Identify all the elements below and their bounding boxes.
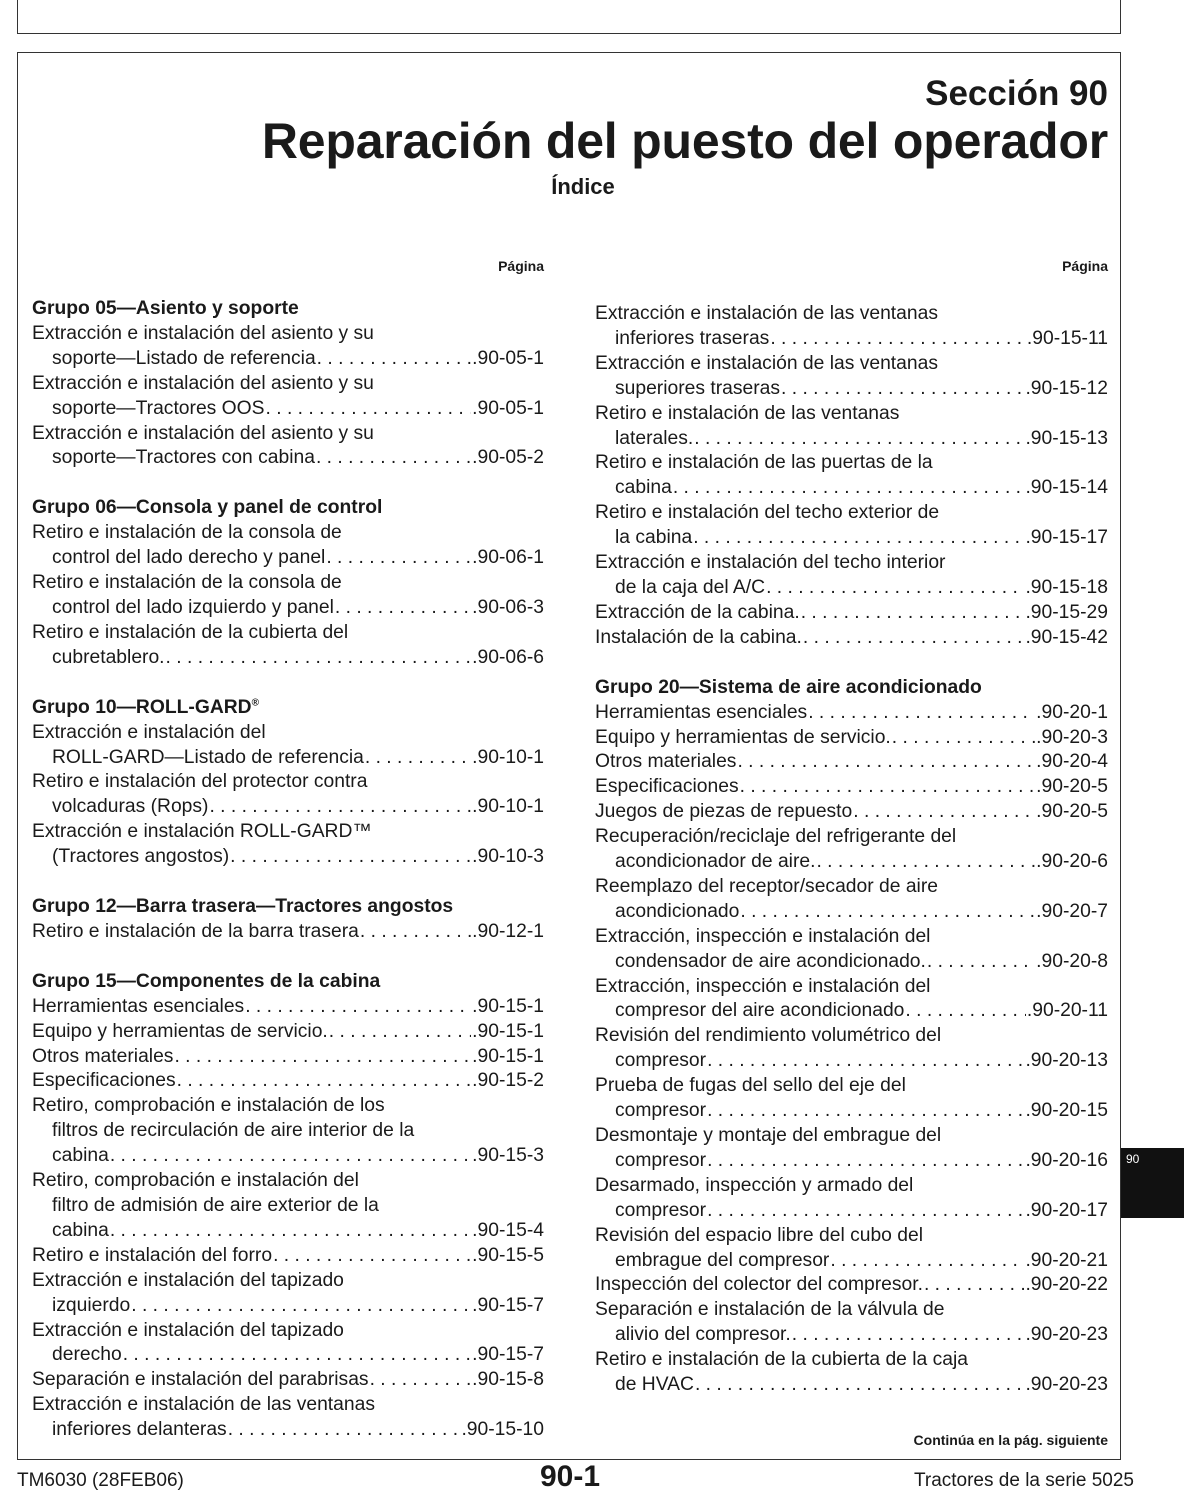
section-number: Sección 90 bbox=[925, 74, 1108, 113]
toc-entry-text: superiores traseras bbox=[615, 377, 781, 399]
toc-entry bbox=[32, 1244, 544, 1269]
toc-entry-line bbox=[595, 775, 1108, 800]
toc-entry-text: Retiro e instalación del techo exterior de bbox=[595, 502, 940, 524]
toc-entry-text: Especificaciones bbox=[32, 1070, 176, 1092]
toc-entry bbox=[595, 1224, 1108, 1274]
toc-entry bbox=[595, 701, 1108, 726]
right-page-column-header: Página bbox=[1062, 258, 1108, 274]
index-heading: Índice bbox=[551, 174, 615, 199]
toc-entry-text: soporte—Tractores OOS bbox=[52, 397, 265, 419]
toc-entry-text: la cabina bbox=[615, 527, 693, 549]
toc-entry-text: cabina bbox=[52, 1219, 109, 1241]
toc-group-title: Grupo 20—Sistema de aire acondicionado bbox=[595, 676, 982, 698]
toc-entry bbox=[32, 372, 544, 422]
toc-entry-text: Extracción e instalación ROLL-GARD™ bbox=[32, 821, 372, 843]
toc-entry-text: Instalación de la cabina. bbox=[595, 626, 802, 648]
toc-entry-text: izquierdo bbox=[52, 1294, 131, 1316]
toc-entry-line bbox=[595, 1149, 1108, 1174]
toc-group bbox=[32, 895, 544, 945]
toc-page-ref: .90-10-1 bbox=[472, 746, 544, 768]
toc-entry-line bbox=[595, 1049, 1108, 1074]
toc-entry bbox=[595, 750, 1108, 775]
toc-entry bbox=[595, 1074, 1108, 1124]
toc-entry bbox=[595, 1348, 1108, 1398]
toc-entry-line bbox=[32, 646, 544, 671]
toc-entry bbox=[32, 422, 544, 472]
toc-page-ref: .90-20-23 bbox=[1025, 1374, 1108, 1396]
toc-page-ref: .90-10-1 bbox=[472, 796, 544, 818]
toc-entry-text: condensador de aire acondicionado. bbox=[615, 950, 926, 972]
toc-entry-line bbox=[595, 1199, 1108, 1224]
toc-entry-text: soporte—Listado de referencia bbox=[52, 347, 316, 369]
toc-entry-text: Extracción e instalación del bbox=[32, 721, 266, 743]
dot-leader bbox=[131, 1294, 471, 1319]
toc-entry-text: Retiro e instalación del protector contra bbox=[32, 771, 368, 793]
toc-page-ref: .90-06-3 bbox=[472, 596, 544, 618]
toc-entry-line bbox=[595, 950, 1108, 975]
toc-entry bbox=[595, 726, 1108, 751]
dot-leader bbox=[228, 1418, 461, 1443]
toc-entry-text: inferiores delanteras bbox=[52, 1419, 227, 1441]
toc-entry-line bbox=[595, 576, 1108, 601]
toc-entry bbox=[595, 626, 1108, 651]
toc-entry-text: Equipo y herramientas de servicio. bbox=[32, 1020, 328, 1042]
toc-entry-text: Otros materiales bbox=[32, 1045, 174, 1067]
toc-entry bbox=[32, 521, 544, 571]
dot-leader bbox=[209, 795, 471, 820]
toc-entry bbox=[595, 601, 1108, 626]
toc-entry-text: Retiro e instalación de las puertas de la bbox=[595, 452, 933, 474]
dot-leader bbox=[370, 1368, 472, 1393]
toc-entry-text: de la caja del A/C bbox=[615, 576, 766, 598]
toc-page-ref: .90-05-1 bbox=[472, 397, 544, 419]
dot-leader bbox=[803, 626, 1025, 651]
section-tab bbox=[1121, 1148, 1184, 1218]
toc-entry-text: Reemplazo del receptor/secador de aire bbox=[595, 875, 938, 897]
toc-page-ref: .90-20-4 bbox=[1036, 751, 1108, 773]
dot-leader bbox=[694, 427, 1024, 452]
toc-page-ref: .90-20-21 bbox=[1025, 1249, 1108, 1271]
toc-entry-line bbox=[32, 347, 544, 372]
toc-entry-text: Extracción e instalación del techo interior bbox=[595, 552, 946, 574]
toc-entry-line bbox=[595, 850, 1108, 875]
toc-entry-line bbox=[595, 1323, 1108, 1348]
dot-leader bbox=[360, 920, 471, 945]
left-page-column-header: Página bbox=[498, 258, 544, 274]
toc-entry-text: Equipo y herramientas de servicio. bbox=[595, 726, 891, 748]
toc-entry-text: Separación e instalación de la válvula de bbox=[595, 1299, 945, 1321]
toc-entry-text: Retiro e instalación de la barra trasera bbox=[32, 920, 359, 942]
toc-entry-text: Retiro e instalación de la consola de bbox=[32, 522, 342, 544]
dot-leader bbox=[316, 446, 471, 471]
toc-entry bbox=[595, 825, 1108, 875]
toc-page-ref: .90-15-2 bbox=[472, 1070, 544, 1092]
dot-leader bbox=[166, 646, 472, 671]
toc-entry-line bbox=[32, 1219, 544, 1244]
toc-page-ref: .90-20-11 bbox=[1026, 1000, 1108, 1022]
dot-leader bbox=[707, 1149, 1024, 1174]
toc-entry-text: Desmontaje y montaje del embrague del bbox=[595, 1125, 942, 1146]
toc-group bbox=[595, 302, 1108, 651]
toc-entry-text: Retiro e instalación de la cubierta de la caja bbox=[595, 1349, 968, 1371]
toc-entry-line bbox=[32, 795, 544, 820]
toc-entry-text: Retiro e instalación de la consola de bbox=[32, 572, 342, 594]
toc-entry-line bbox=[595, 626, 1108, 651]
toc-entry bbox=[32, 1094, 544, 1169]
dot-leader bbox=[830, 1249, 1024, 1274]
toc-entry bbox=[32, 1020, 544, 1045]
toc-page-ref: .90-20-23 bbox=[1025, 1324, 1108, 1346]
toc-entry-line bbox=[595, 1249, 1108, 1274]
toc-entry-line bbox=[595, 476, 1108, 501]
toc-entry-text: Extracción e instalación del tapizado bbox=[32, 1319, 344, 1341]
toc-entry-line bbox=[595, 377, 1108, 402]
continued-note: Continúa en la pág. siguiente bbox=[913, 1432, 1108, 1448]
toc-page-ref: .90-15-13 bbox=[1025, 427, 1108, 449]
toc-entry-line bbox=[595, 701, 1108, 726]
toc-entry-line bbox=[32, 1144, 544, 1169]
toc-page-ref: .90-20-16 bbox=[1025, 1149, 1108, 1171]
toc-page-ref: .90-15-7 bbox=[472, 1344, 544, 1366]
toc-left-column bbox=[32, 297, 544, 1468]
dot-leader bbox=[927, 950, 1035, 975]
dot-leader bbox=[365, 746, 471, 771]
toc-page-ref: .90-15-1 bbox=[472, 995, 544, 1017]
dot-leader bbox=[177, 1069, 472, 1094]
dot-leader bbox=[770, 327, 1026, 352]
toc-page-ref: .90-20-22 bbox=[1025, 1274, 1108, 1296]
dot-leader bbox=[329, 1020, 471, 1045]
dot-leader bbox=[693, 526, 1024, 551]
toc-entry bbox=[32, 571, 544, 621]
toc-page-ref: .90-15-8 bbox=[472, 1369, 544, 1391]
toc-entry-line bbox=[595, 750, 1108, 775]
dot-leader bbox=[740, 775, 1036, 800]
toc-entry-line bbox=[32, 995, 544, 1020]
toc-entry-text: Extracción e instalación de las ventanas bbox=[595, 352, 938, 374]
toc-group-title: Grupo 10—ROLL-GARD® bbox=[32, 696, 259, 718]
toc-entry-line bbox=[595, 427, 1108, 452]
toc-entry bbox=[595, 775, 1108, 800]
toc-entry-text: Extracción, inspección e instalación del bbox=[595, 975, 931, 997]
toc-entry bbox=[595, 451, 1108, 501]
toc-entry-text: filtro de admisión de aire exterior de la bbox=[52, 1195, 379, 1216]
toc-entry bbox=[32, 1269, 544, 1319]
toc-entry-text: Revisión del rendimiento volumétrico del bbox=[595, 1025, 942, 1047]
toc-entry-text: cubretablero. bbox=[52, 646, 165, 668]
toc-page-ref: .90-20-8 bbox=[1036, 950, 1108, 972]
toc-entry-text: compresor bbox=[615, 1149, 707, 1171]
dot-leader bbox=[781, 377, 1024, 402]
toc-entry bbox=[595, 925, 1108, 975]
dot-leader bbox=[317, 347, 472, 372]
toc-page-ref: .90-15-42 bbox=[1025, 626, 1108, 648]
toc-entry-text: cabina bbox=[615, 477, 672, 499]
toc-entry-text: laterales. bbox=[615, 427, 694, 449]
dot-leader bbox=[123, 1343, 471, 1368]
toc-page-ref: .90-15-29 bbox=[1025, 601, 1108, 623]
dot-leader bbox=[707, 1199, 1024, 1224]
toc-page-ref: .90-20-1 bbox=[1036, 701, 1108, 723]
toc-entry bbox=[595, 302, 1108, 352]
toc-entry-text: inferiores traseras bbox=[615, 327, 770, 349]
dot-leader bbox=[110, 1144, 471, 1169]
toc-entry-text: Extracción de la cabina. bbox=[595, 601, 800, 623]
toc-entry-text: control del lado derecho y panel bbox=[52, 547, 326, 569]
toc-entry-text: Retiro e instalación de las ventanas bbox=[595, 402, 900, 424]
toc-entry-line bbox=[595, 900, 1108, 925]
toc-entry bbox=[595, 800, 1108, 825]
toc-page-ref: .90-15-12 bbox=[1025, 377, 1108, 399]
toc-entry-text: derecho bbox=[52, 1344, 122, 1366]
toc-entry bbox=[32, 1368, 544, 1393]
toc-page-ref: .90-15-4 bbox=[472, 1219, 544, 1241]
toc-entry-line bbox=[595, 800, 1108, 825]
toc-entry-text: alivio del compresor. bbox=[615, 1324, 791, 1346]
toc-entry-text: Herramientas esenciales bbox=[595, 701, 808, 723]
dot-leader bbox=[673, 476, 1025, 501]
toc-entry-text: Extracción, inspección e instalación del bbox=[595, 925, 931, 947]
toc-entry-text: compresor bbox=[615, 1199, 707, 1221]
toc-entry bbox=[32, 1169, 544, 1244]
dot-leader bbox=[245, 995, 471, 1020]
footer-series: Tractores de la serie 5025 bbox=[913, 1470, 1134, 1491]
toc-page-ref: .90-06-1 bbox=[472, 547, 544, 569]
dot-leader bbox=[892, 726, 1035, 751]
toc-entry-text: Retiro, comprobación e instalación del bbox=[32, 1170, 359, 1192]
toc-page-ref: .90-15-1 bbox=[472, 1020, 544, 1042]
toc-group bbox=[32, 297, 544, 471]
dot-leader bbox=[737, 750, 1035, 775]
toc-entry-text: compresor bbox=[615, 1100, 707, 1122]
toc-entry bbox=[32, 770, 544, 820]
toc-entry-line bbox=[32, 1244, 544, 1269]
toc-entry bbox=[595, 1273, 1108, 1298]
toc-page-ref: .90-10-3 bbox=[472, 846, 544, 868]
dot-leader bbox=[740, 900, 1035, 925]
toc-page-ref: .90-06-6 bbox=[472, 646, 544, 668]
toc-entry bbox=[32, 995, 544, 1020]
toc-entry-text: Retiro e instalación de la cubierta del bbox=[32, 621, 349, 643]
toc-entry-line bbox=[32, 920, 544, 945]
dot-leader bbox=[266, 397, 472, 422]
toc-right-column bbox=[595, 302, 1108, 1423]
toc-entry-line bbox=[595, 327, 1108, 352]
toc-page-ref: .90-15-17 bbox=[1025, 527, 1108, 549]
toc-page-ref: .90-20-15 bbox=[1025, 1100, 1108, 1122]
toc-entry-line bbox=[32, 1045, 544, 1070]
toc-page-ref: .90-12-1 bbox=[472, 920, 544, 942]
toc-entry bbox=[32, 322, 544, 372]
toc-entry-text: Especificaciones bbox=[595, 776, 739, 798]
footer-manual-id: TM6030 (28FEB06) bbox=[17, 1470, 184, 1491]
toc-entry-text: Inspección del colector del compresor. bbox=[595, 1274, 923, 1296]
toc-entry bbox=[32, 1393, 544, 1443]
dot-leader bbox=[110, 1219, 471, 1244]
toc-page-ref: .90-15-1 bbox=[472, 1045, 544, 1067]
toc-entry-text: embrague del compresor bbox=[615, 1249, 830, 1271]
toc-entry-text: volcaduras (Rops) bbox=[52, 796, 209, 818]
toc-entry bbox=[32, 920, 544, 945]
toc-page-ref: .90-15-14 bbox=[1025, 477, 1108, 499]
dot-leader bbox=[230, 845, 471, 870]
toc-entry-text: filtros de recirculación de aire interior de la bbox=[52, 1120, 415, 1142]
toc-entry-text: Extracción e instalación de las ventanas bbox=[595, 303, 938, 324]
toc-entry bbox=[595, 402, 1108, 452]
toc-entry-text: ROLL-GARD—Listado de referencia bbox=[52, 746, 364, 768]
section-title: Reparación del puesto del operador bbox=[261, 113, 1108, 169]
toc-entry-line bbox=[32, 596, 544, 621]
toc-page-ref: .90-15-5 bbox=[472, 1244, 544, 1266]
toc-entry-text: Separación e instalación del parabrisas bbox=[32, 1369, 369, 1391]
toc-entry bbox=[32, 621, 544, 671]
toc-page-ref: .90-05-2 bbox=[472, 447, 544, 469]
dot-leader bbox=[695, 1373, 1025, 1398]
toc-entry bbox=[595, 1298, 1108, 1348]
toc-entry bbox=[32, 1319, 544, 1369]
dot-leader bbox=[808, 701, 1035, 726]
toc-page-ref: .90-15-10 bbox=[461, 1419, 544, 1441]
toc-entry-text: Desarmado, inspección y armado del bbox=[595, 1174, 914, 1196]
toc-page-ref: .90-15-7 bbox=[472, 1294, 544, 1316]
toc-entry-text: soporte—Tractores con cabina bbox=[52, 447, 315, 469]
toc-entry-line bbox=[595, 999, 1108, 1024]
toc-entry-text: acondicionado bbox=[615, 900, 740, 922]
dot-leader bbox=[707, 1099, 1024, 1124]
toc-entry-text: Extracción e instalación del asiento y su bbox=[32, 372, 374, 394]
dot-leader bbox=[905, 999, 1026, 1024]
toc-entry bbox=[32, 1069, 544, 1094]
dot-leader bbox=[174, 1045, 471, 1070]
toc-entry-text: Juegos de piezas de repuesto bbox=[595, 801, 853, 823]
toc-page-ref: .90-20-6 bbox=[1036, 851, 1108, 873]
toc-group bbox=[32, 496, 544, 670]
toc-group bbox=[32, 970, 544, 1443]
toc-entry-text: de HVAC bbox=[615, 1374, 694, 1396]
toc-entry-line bbox=[595, 1273, 1108, 1298]
toc-entry bbox=[595, 975, 1108, 1025]
toc-entry-text: Retiro e instalación del forro bbox=[32, 1244, 273, 1266]
toc-page-ref: .90-20-5 bbox=[1036, 801, 1108, 823]
dot-leader bbox=[707, 1049, 1024, 1074]
toc-entry-text: (Tractores angostos) bbox=[52, 846, 230, 868]
toc-entry-line bbox=[595, 726, 1108, 751]
toc-entry-line bbox=[32, 1294, 544, 1319]
toc-entry-line bbox=[595, 601, 1108, 626]
toc-entry-line bbox=[32, 446, 544, 471]
footer-page-number: 90-1 bbox=[539, 1460, 601, 1493]
toc-entry-text: Extracción e instalación del tapizado bbox=[32, 1269, 344, 1291]
toc-entry-line bbox=[32, 1343, 544, 1368]
toc-entry bbox=[32, 1045, 544, 1070]
toc-entry-line bbox=[32, 397, 544, 422]
toc-entry-text: Prueba de fugas del sello del eje del bbox=[595, 1075, 906, 1097]
toc-entry-line bbox=[32, 1418, 544, 1443]
toc-entry bbox=[595, 501, 1108, 551]
toc-entry bbox=[32, 721, 544, 771]
toc-entry-line bbox=[32, 1020, 544, 1045]
dot-leader bbox=[326, 546, 471, 571]
toc-entry bbox=[595, 1124, 1108, 1174]
toc-page-ref: .90-15-11 bbox=[1026, 327, 1108, 349]
toc-entry-text: Herramientas esenciales bbox=[32, 995, 245, 1017]
toc-entry-text: cabina bbox=[52, 1145, 109, 1167]
toc-entry-line bbox=[32, 546, 544, 571]
toc-group bbox=[595, 676, 1108, 1398]
toc-page-ref: .90-15-18 bbox=[1025, 576, 1108, 598]
dot-leader bbox=[335, 596, 471, 621]
toc-entry-text: Extracción e instalación de las ventanas bbox=[32, 1394, 375, 1416]
dot-leader bbox=[816, 850, 1035, 875]
dot-leader bbox=[853, 800, 1035, 825]
toc-entry-line bbox=[595, 1099, 1108, 1124]
toc-group-title: Grupo 12—Barra trasera—Tractores angostos bbox=[32, 896, 454, 918]
toc-entry-text: Extracción e instalación del asiento y su bbox=[32, 322, 374, 344]
toc-entry-text: Otros materiales bbox=[595, 751, 737, 773]
toc-entry-line bbox=[595, 526, 1108, 551]
toc-group-title: Grupo 15—Componentes de la cabina bbox=[32, 970, 381, 992]
toc-entry bbox=[32, 820, 544, 870]
dot-leader bbox=[792, 1323, 1025, 1348]
toc-entry-text: compresor del aire acondicionado bbox=[615, 1000, 905, 1022]
toc-entry-text: acondicionador de aire. bbox=[615, 851, 816, 873]
top-frame bbox=[17, 0, 1121, 34]
toc-entry-line bbox=[595, 1373, 1108, 1398]
toc-entry bbox=[595, 875, 1108, 925]
toc-page-ref: .90-20-17 bbox=[1025, 1199, 1108, 1221]
toc-entry-line bbox=[32, 845, 544, 870]
dot-leader bbox=[766, 576, 1024, 601]
toc-entry bbox=[595, 1024, 1108, 1074]
section-tab-label: 90 bbox=[1126, 1152, 1140, 1166]
toc-entry-text: Revisión del espacio libre del cubo del bbox=[595, 1224, 923, 1246]
toc-entry-text: Extracción e instalación del asiento y su bbox=[32, 422, 374, 444]
toc-group-title: Grupo 05—Asiento y soporte bbox=[32, 298, 299, 319]
toc-entry bbox=[595, 352, 1108, 402]
dot-leader bbox=[924, 1273, 1025, 1298]
dot-leader bbox=[801, 601, 1025, 626]
toc-entry-text: compresor bbox=[615, 1050, 707, 1072]
toc-entry-line bbox=[32, 1368, 544, 1393]
toc-page-ref: .90-15-3 bbox=[472, 1145, 544, 1167]
toc-entry-text: Retiro, comprobación e instalación de los bbox=[32, 1095, 385, 1117]
toc-page-ref: .90-20-13 bbox=[1025, 1050, 1108, 1072]
toc-entry-text: control del lado izquierdo y panel bbox=[52, 596, 334, 618]
toc-entry-line bbox=[32, 746, 544, 771]
toc-entry-text: Recuperación/reciclaje del refrigerante del bbox=[595, 826, 957, 848]
toc-page-ref: .90-20-3 bbox=[1036, 726, 1108, 748]
toc-entry-line bbox=[32, 1069, 544, 1094]
toc-entry bbox=[595, 551, 1108, 601]
registered-mark: ® bbox=[251, 697, 259, 709]
toc-page-ref: .90-20-5 bbox=[1036, 776, 1108, 798]
dot-leader bbox=[273, 1244, 471, 1269]
toc-group bbox=[32, 696, 544, 870]
toc-page-ref: .90-20-7 bbox=[1036, 900, 1108, 922]
toc-page-ref: .90-05-1 bbox=[472, 347, 544, 369]
toc-group-title: Grupo 06—Consola y panel de control bbox=[32, 497, 383, 519]
toc-entry bbox=[595, 1174, 1108, 1224]
